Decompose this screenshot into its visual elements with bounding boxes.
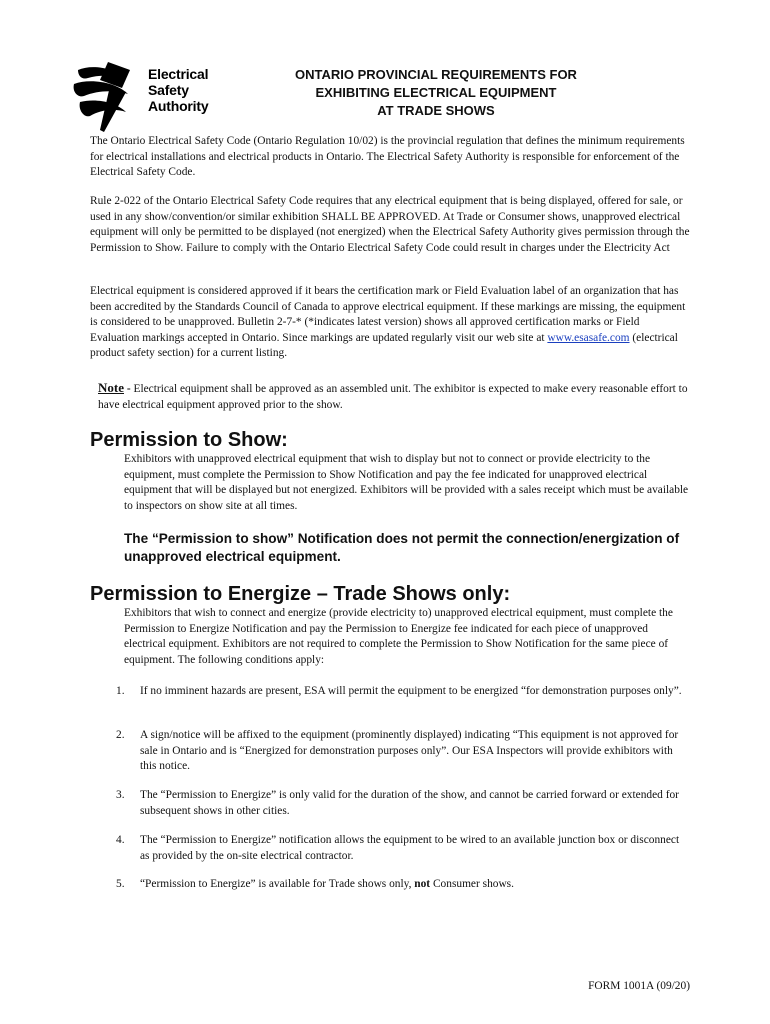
condition-item bbox=[116, 877, 690, 893]
condition-item bbox=[116, 833, 690, 864]
permission-to-show-warning: The “Permission to show” Notification does not permit the connection/energization of unapproved electrical equipment. bbox=[124, 531, 680, 564]
logo-line-3: Authority bbox=[148, 98, 209, 114]
intro-p3-text: Electrical equipment is considered approved if it bears the certification mark or Field Evaluation label of an organization that has been accredited by the Standards Council of Canada to approve electrical equipment. If these markings are missing, the equipment is considered to be unapproved. Bulletin 2-7-* (*indicates latest version) shows all approved certification marks or Field Evaluation markings accepted in Ontario. Since markings are updated regularly visit our web site at bbox=[90, 285, 686, 344]
condition-item bbox=[116, 684, 690, 700]
intro-paragraph-3 bbox=[90, 284, 690, 362]
permission-to-show-body: Exhibitors with unapproved electrical equipment that wish to display but not to connect or provide electricity to the equipment, must complete the Permission to Show Notification and pay the fee indicated for unapproved electrical equipment that will be displayed but not energized. Exhibitors will be provided with a sales receipt which must be available to inspectors on show site at all times. bbox=[124, 453, 689, 512]
intro-paragraph-1: The Ontario Electrical Safety Code (Ontario Regulation 10/02) is the provincial regulation that defines the minimum requirements for electrical installations and electrical products in Ontario. The Electrical Safety Authority is responsible for enforcement of the Electrical Safety Code. bbox=[90, 135, 685, 179]
condition-item bbox=[116, 788, 690, 819]
condition-text: The “Permission to Energize” is only valid for the duration of the show, and cannot be carried forward or extended for subsequent shows in other cities. bbox=[140, 789, 679, 817]
esasafe-link[interactable]: www.esasafe.com bbox=[547, 331, 630, 344]
condition-number: 4. bbox=[116, 834, 125, 846]
condition-list-5 bbox=[116, 877, 690, 893]
permission-to-energize-heading: Permission to Energize – Trade Shows only: bbox=[90, 583, 511, 605]
title-line-3: AT TRADE SHOWS bbox=[377, 103, 495, 118]
note-text: Electrical equipment shall be approved as an assembled unit. The exhibitor is expected to make every reasonable effort to have electrical equipment approved prior to the show. bbox=[98, 383, 688, 411]
condition-emphasis: not bbox=[414, 878, 431, 890]
logo-wordmark bbox=[148, 66, 208, 114]
condition-text: The “Permission to Energize” notification allows the equipment to be wired to an available junction box or disconnect as provided by the on-site electrical contractor. bbox=[140, 834, 680, 862]
condition-number: 1. bbox=[116, 685, 125, 697]
note-label: Note bbox=[98, 380, 124, 395]
permission-to-show-heading: Permission to Show: bbox=[90, 429, 288, 451]
condition-text: “Permission to Energize” is available for Trade shows only, bbox=[140, 878, 415, 890]
condition-list-4 bbox=[116, 833, 690, 864]
condition-list-1 bbox=[116, 684, 690, 700]
permission-to-energize-body: Exhibitors that wish to connect and energize (provide electricity to) unapproved electrical equipment, must complete the Permission to Energize Notification and pay the Permission to Energize fee indicated for each piece of unapproved electrical equipment. Exhibitors are not required to complete the Permission to Show Notification for the same piece of equipment. The following conditions apply: bbox=[124, 607, 673, 666]
esa-logo bbox=[70, 62, 220, 132]
condition-item bbox=[116, 728, 690, 775]
note-paragraph bbox=[98, 380, 688, 413]
logo-line-1: Electrical bbox=[148, 66, 209, 82]
document-title bbox=[248, 66, 624, 120]
logo-line-2: Safety bbox=[148, 82, 189, 98]
condition-number: 2. bbox=[116, 729, 125, 741]
form-number: FORM 1001A (09/20) bbox=[588, 980, 690, 992]
condition-text: A sign/notice will be affixed to the equipment (prominently displayed) indicating “This equipment is not approved for sale in Ontario and is “Energized for demonstration purposes only”. Our ESA Inspectors will provide exhibitors with this notice. bbox=[140, 729, 679, 773]
condition-text: If no imminent hazards are present, ESA will permit the equipment to be energized “for demonstration purposes only”. bbox=[140, 685, 682, 697]
condition-number: 3. bbox=[116, 789, 125, 801]
condition-list-3 bbox=[116, 788, 690, 819]
condition-number: 5. bbox=[116, 878, 125, 890]
title-line-1: ONTARIO PROVINCIAL REQUIREMENTS FOR bbox=[295, 67, 577, 82]
condition-list-2 bbox=[116, 728, 690, 775]
condition-text-tail: Consumer shows. bbox=[430, 878, 514, 890]
title-line-2: EXHIBITING ELECTRICAL EQUIPMENT bbox=[315, 85, 557, 100]
esa-logo-icon bbox=[70, 62, 150, 134]
intro-paragraph-2: Rule 2-022 of the Ontario Electrical Safety Code requires that any electrical equipment that is being displayed, offered for sale, or used in any show/convention/or similar exhibition SHALL BE APPROVED. At Trade or Consumer shows, unapproved electrical equipment will only be permitted to be displayed (not energized) when the Electrical Safety Authority gives permission through the Permission to Show. Failure to comply with the Ontario Electrical Safety Code could result in charges under the Electricity Act bbox=[90, 195, 690, 254]
intro-p3-tail: (electrical product safety section) for a current listing. bbox=[90, 331, 678, 360]
note-dash: - bbox=[124, 383, 134, 395]
